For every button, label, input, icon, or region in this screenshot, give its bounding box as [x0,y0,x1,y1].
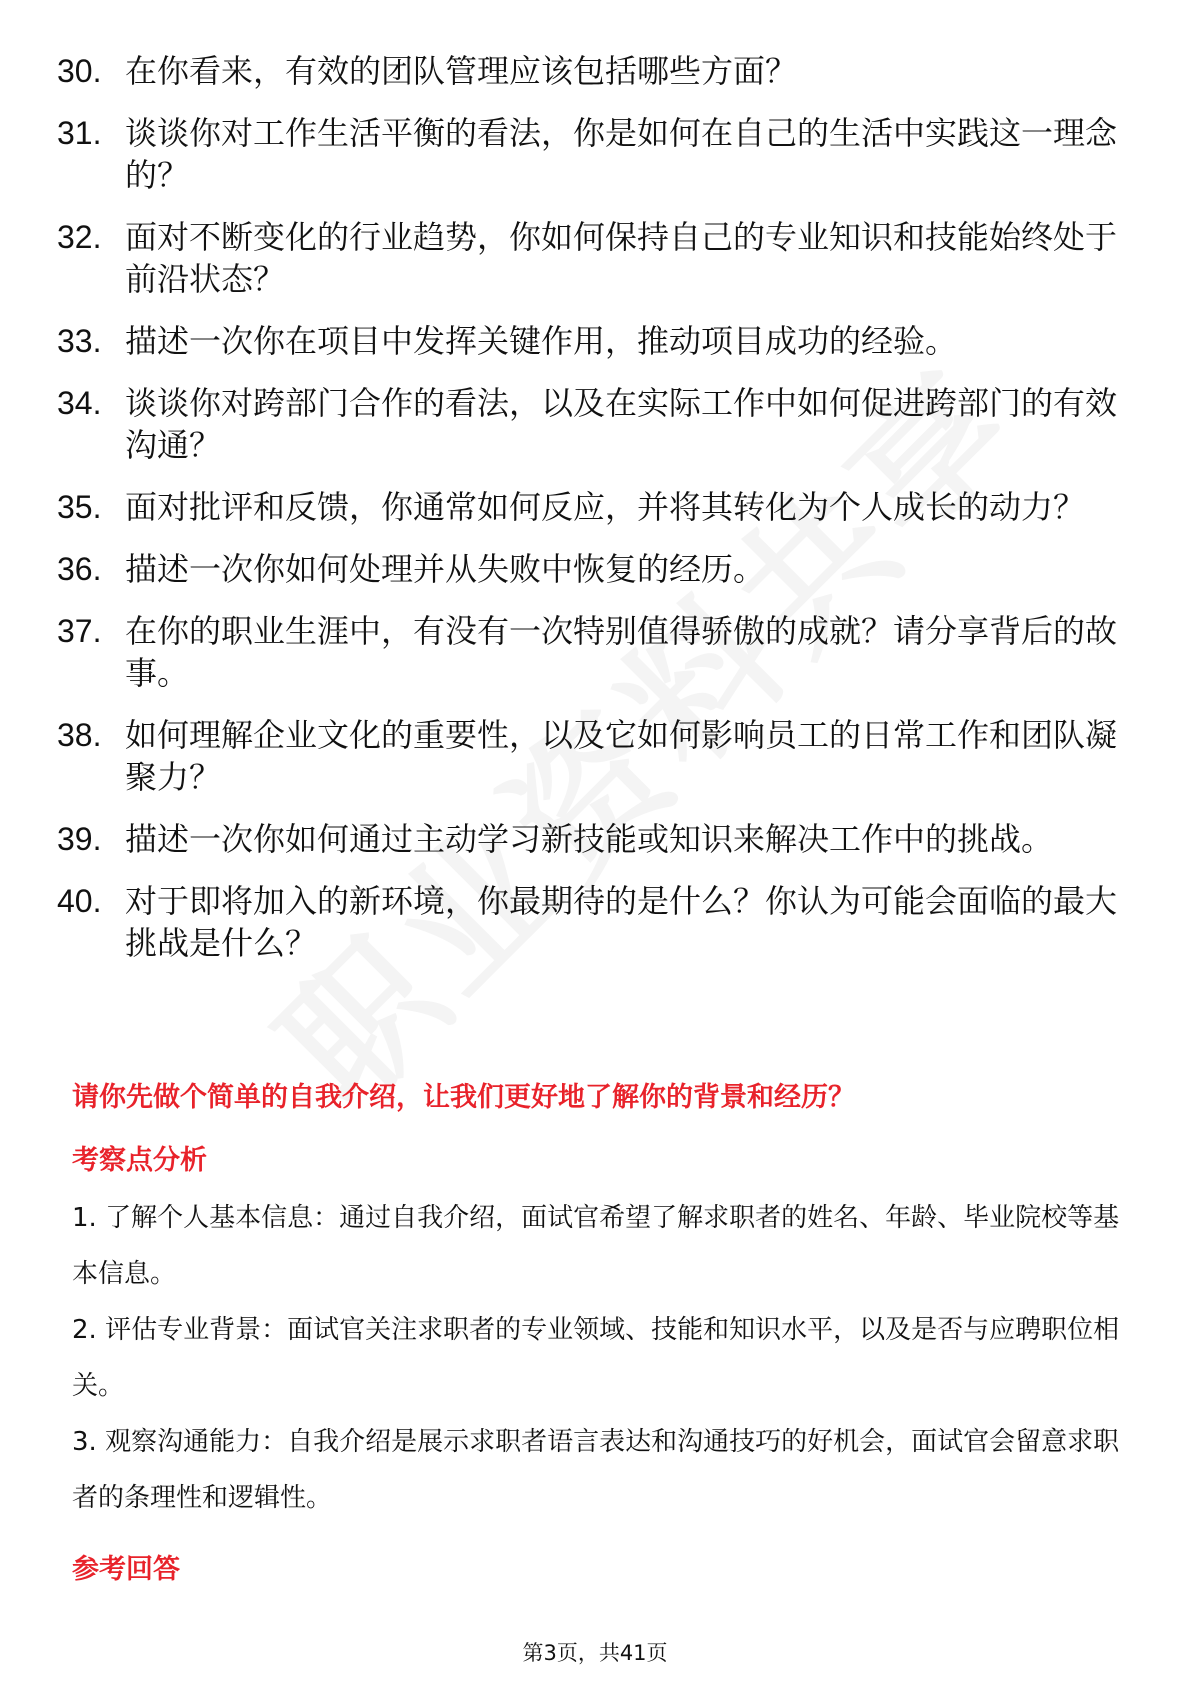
question-text: 对于即将加入的新环境，你最期待的是什么？你认为可能会面临的最大挑战是什么？ [125,882,1118,962]
list-item [57,320,1137,362]
question-number: 33. [57,323,102,359]
question-text: 描述一次你如何通过主动学习新技能或知识来解决工作中的挑战。 [125,820,1054,858]
list-item [57,880,1137,964]
question-number: 38. [57,717,102,753]
question-text: 在你看来，有效的团队管理应该包括哪些方面？ [125,52,798,90]
question-number: 35. [57,489,102,525]
analysis-list [72,1190,1132,1526]
question-text: 谈谈你对工作生活平衡的看法，你是如何在自己的生活中实践这一理念的？ [125,114,1118,194]
question-text: 面对批评和反馈，你通常如何反应，并将其转化为个人成长的动力？ [125,488,1086,526]
analysis-point: 3. 观察沟通能力：自我介绍是展示求职者语言表达和沟通技巧的好机会，面试官会留意求职者的条理性和逻辑性。 [72,1427,1120,1513]
list-item [57,610,1137,694]
list-item [57,216,1137,300]
question-number: 31. [57,115,102,151]
page-footer: 第3页，共41页 [522,1641,668,1665]
analysis-point: 1. 了解个人基本信息：通过自我介绍，面试官希望了解求职者的姓名、年龄、毕业院校等基本信息。 [72,1203,1120,1289]
intro-question-heading: 请你先做个简单的自我介绍，让我们更好地了解你的背景和经历？ [72,1082,855,1113]
list-item [57,50,1137,92]
question-text: 在你的职业生涯中，有没有一次特别值得骄傲的成就？请分享背后的故事。 [125,612,1118,692]
list-item [57,382,1137,466]
answer-heading: 参考回答 [72,1554,180,1585]
question-number: 40. [57,883,102,919]
question-list [57,50,1137,984]
question-text: 描述一次你如何处理并从失败中恢复的经历。 [125,550,766,588]
question-number: 32. [57,219,102,255]
question-number: 30. [57,53,102,89]
question-number: 37. [57,613,102,649]
question-text: 如何理解企业文化的重要性，以及它如何影响员工的日常工作和团队凝聚力？ [125,716,1118,796]
list-item [57,714,1137,798]
question-text: 面对不断变化的行业趋势，你如何保持自己的专业知识和技能始终处于前沿状态？ [125,218,1118,298]
question-number: 36. [57,551,102,587]
question-number: 39. [57,821,102,857]
list-item [57,548,1137,590]
question-number: 34. [57,385,102,421]
analysis-heading: 考察点分析 [72,1145,207,1176]
list-item [57,486,1137,528]
question-text: 描述一次你在项目中发挥关键作用，推动项目成功的经验。 [125,322,958,360]
analysis-point: 2. 评估专业背景：面试官关注求职者的专业领域、技能和知识水平，以及是否与应聘职位相关。 [72,1315,1120,1401]
list-item [57,818,1137,860]
list-item [57,112,1137,196]
question-text: 谈谈你对跨部门合作的看法，以及在实际工作中如何促进跨部门的有效沟通？ [125,384,1118,464]
